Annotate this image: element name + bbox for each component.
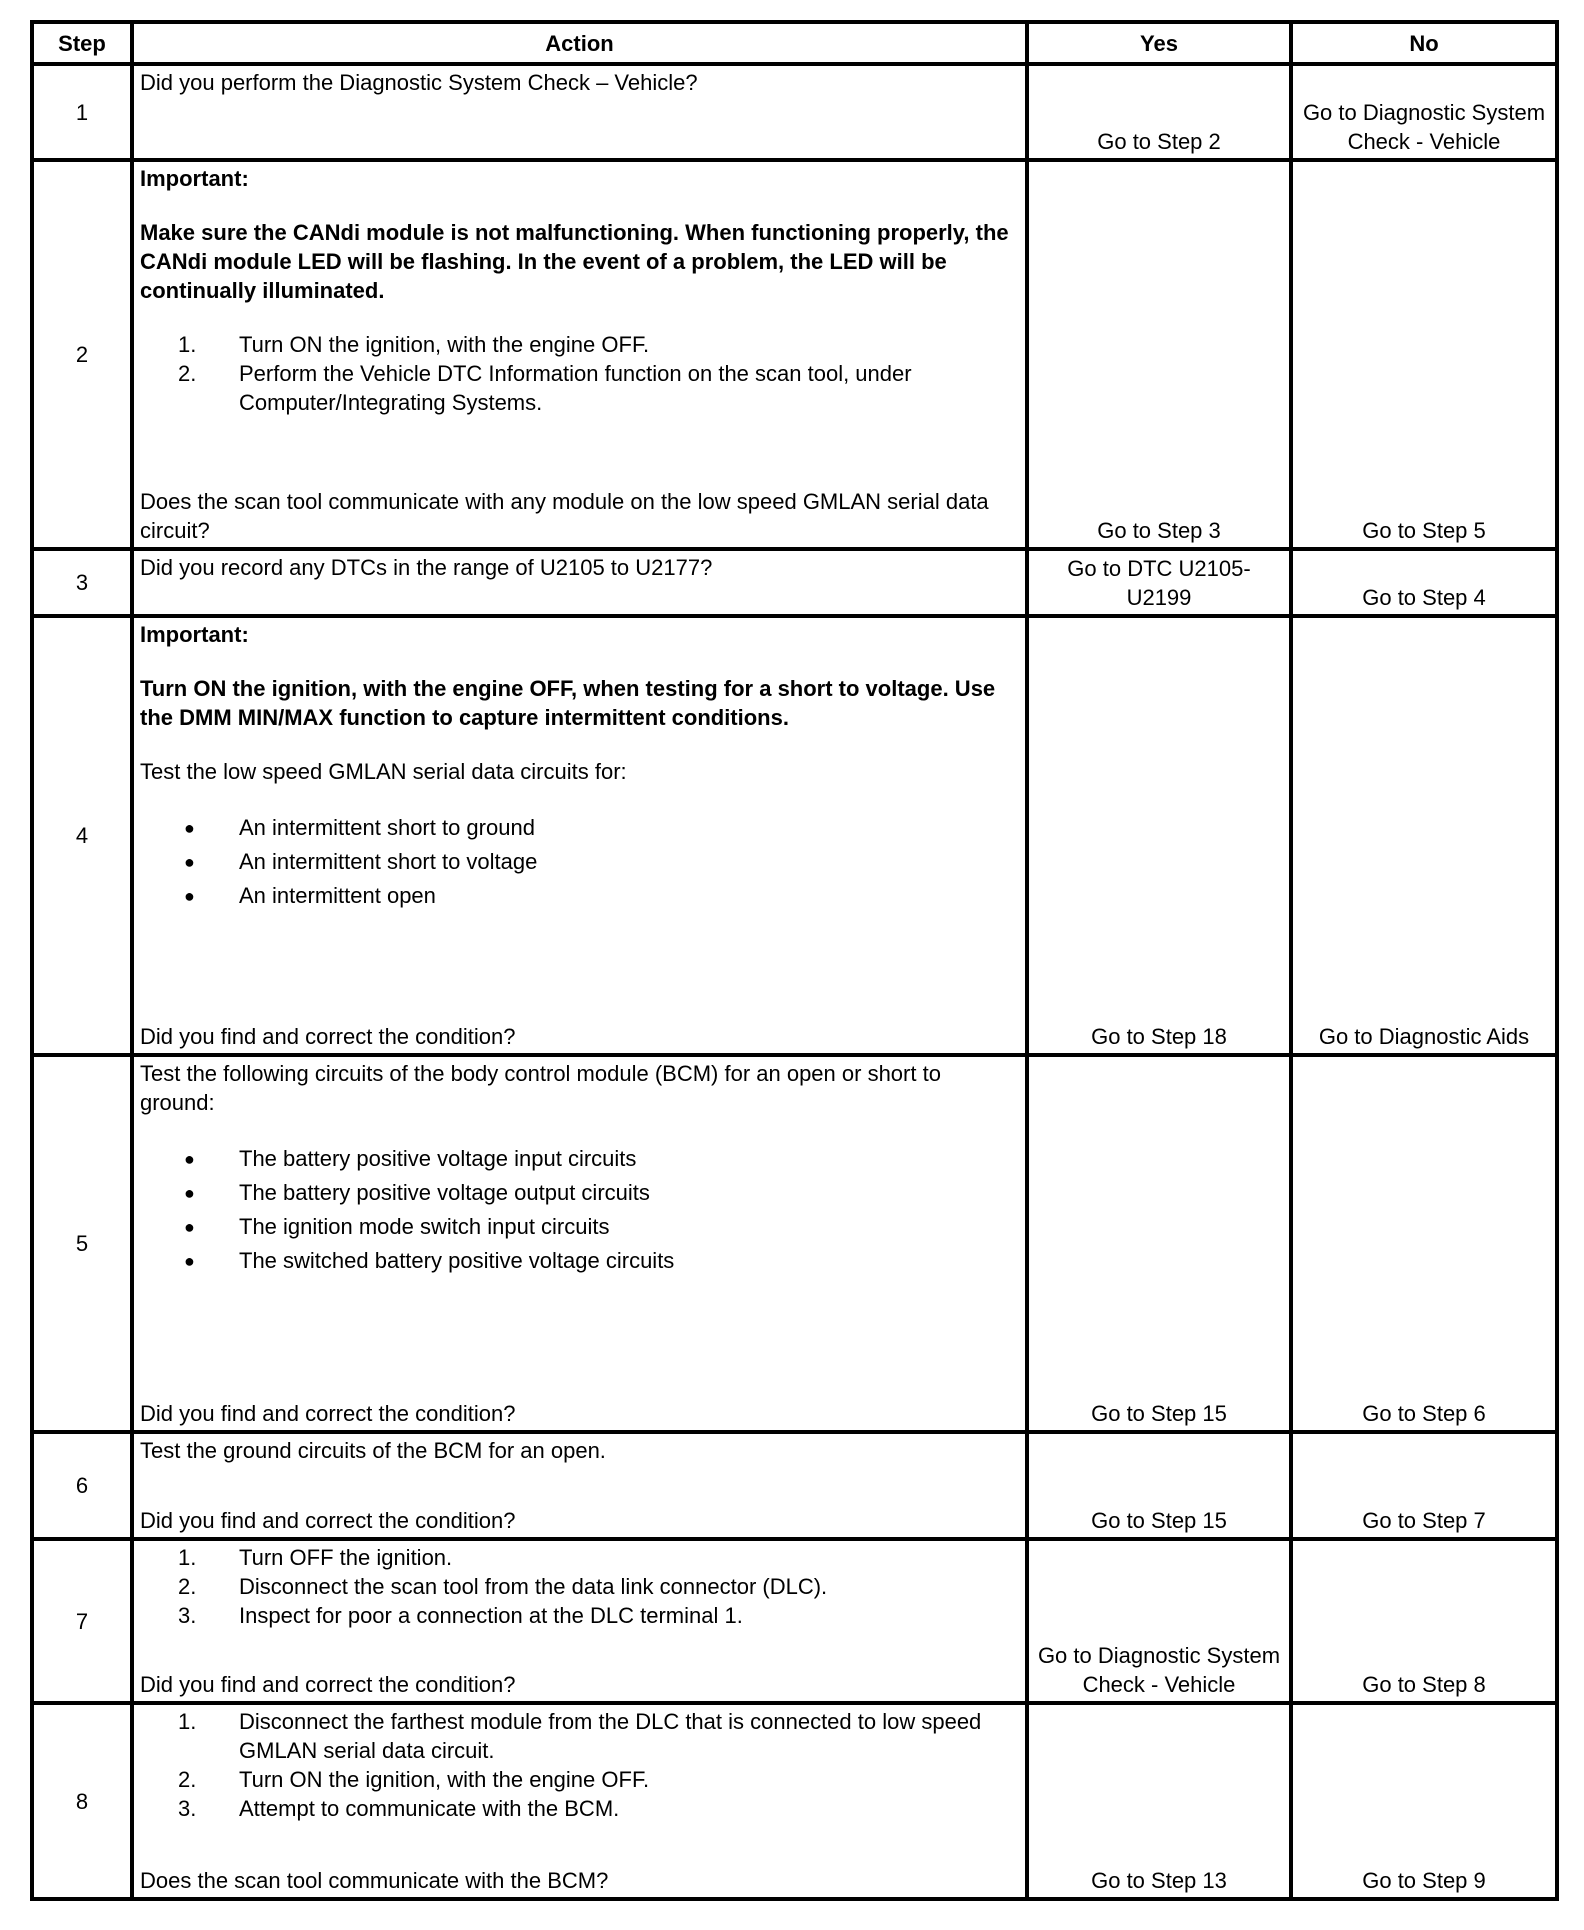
action-body <box>140 620 1019 913</box>
no-result: Go to Diagnostic Aids <box>1291 616 1557 1055</box>
bullet-icon: ● <box>184 1217 195 1237</box>
header-yes: Yes <box>1027 22 1291 64</box>
list-item <box>140 811 1019 845</box>
action-content <box>134 1705 1025 1897</box>
step-number: 7 <box>32 1539 132 1703</box>
action-body <box>140 164 1019 417</box>
important-text: Make sure the CANdi module is not malfunctioning. When functioning properly, the CANdi module LED will be flashing. In the event of a problem, the LED will be continually illuminated. <box>140 220 1009 303</box>
action-cell <box>132 1055 1027 1432</box>
list-item <box>140 1176 1019 1210</box>
list-number: 2. <box>178 1767 197 1792</box>
list-item <box>140 1572 1019 1601</box>
action-body <box>140 1059 1019 1278</box>
step-number: 4 <box>32 616 132 1055</box>
list-item <box>140 1765 1019 1794</box>
list-item-text: An intermittent short to ground <box>239 815 535 840</box>
bullet-icon: ● <box>184 1183 195 1203</box>
table-row <box>32 1703 1557 1899</box>
action-question: Did you find and correct the condition? <box>140 1401 516 1426</box>
table-row <box>32 1055 1557 1432</box>
action-body <box>140 68 1019 97</box>
list-item <box>140 330 1019 359</box>
diagnostic-table <box>30 20 1559 1901</box>
no-result: Go to Diagnostic System Check - Vehicle <box>1291 64 1557 160</box>
important-text: Important: <box>140 622 249 647</box>
action-question: Did you find and correct the condition? <box>140 1508 516 1533</box>
list-item-text: Turn ON the ignition, with the engine OFF. <box>239 332 650 357</box>
no-result: Go to Step 9 <box>1291 1703 1557 1899</box>
list-number: 3. <box>178 1603 197 1628</box>
list-item <box>140 1794 1019 1823</box>
bullet-icon: ● <box>184 852 195 872</box>
action-content <box>134 66 1025 158</box>
list-item-text: Attempt to communicate with the BCM. <box>239 1796 620 1821</box>
action-cell <box>132 1432 1027 1539</box>
action-question: Does the scan tool communicate with the BCM? <box>140 1868 609 1893</box>
action-cell <box>132 64 1027 160</box>
action-text: Did you record any DTCs in the range of U2105 to U2177? <box>140 555 713 580</box>
step-number: 6 <box>32 1432 132 1539</box>
action-question: Did you find and correct the condition? <box>140 1672 516 1697</box>
action-cell <box>132 549 1027 616</box>
bullet-icon: ● <box>184 886 195 906</box>
list-item-text: An intermittent short to voltage <box>239 849 538 874</box>
numbered-list <box>140 330 1019 417</box>
list-item-text: Inspect for poor a connection at the DLC terminal 1. <box>239 1603 743 1628</box>
list-item <box>140 1601 1019 1630</box>
action-cell <box>132 160 1027 549</box>
table-row <box>32 1539 1557 1703</box>
yes-result: Go to DTC U2105-U2199 <box>1027 549 1291 616</box>
no-result: Go to Step 4 <box>1291 549 1557 616</box>
header-row <box>32 22 1557 64</box>
bullet-icon: ● <box>184 1149 195 1169</box>
step-number: 5 <box>32 1055 132 1432</box>
list-item-text: The battery positive voltage output circuits <box>239 1180 650 1205</box>
list-item-text: Turn OFF the ignition. <box>239 1545 453 1570</box>
important-text: Important: <box>140 166 249 191</box>
list-number: 2. <box>178 1574 197 1599</box>
list-item <box>140 879 1019 913</box>
no-result: Go to Step 8 <box>1291 1539 1557 1703</box>
bullet-list <box>140 811 1019 913</box>
list-item-text: The ignition mode switch input circuits <box>239 1214 610 1239</box>
list-item-text: Perform the Vehicle DTC Information function on the scan tool, under Computer/Integrating Systems. <box>239 361 912 415</box>
list-number: 2. <box>178 361 197 386</box>
action-cell <box>132 1539 1027 1703</box>
action-content <box>134 1434 1025 1537</box>
no-result: Go to Step 5 <box>1291 160 1557 549</box>
list-number: 3. <box>178 1796 197 1821</box>
action-content <box>134 1057 1025 1430</box>
yes-result: Go to Step 2 <box>1027 64 1291 160</box>
action-cell <box>132 1703 1027 1899</box>
header-step: Step <box>32 22 132 64</box>
list-number: 1. <box>178 332 197 357</box>
header-action: Action <box>132 22 1027 64</box>
table-row <box>32 64 1557 160</box>
action-cell <box>132 616 1027 1055</box>
action-body <box>140 553 1019 582</box>
list-item-text: An intermittent open <box>239 883 436 908</box>
yes-result: Go to Step 18 <box>1027 616 1291 1055</box>
list-item <box>140 1543 1019 1572</box>
action-text: Test the ground circuits of the BCM for an open. <box>140 1438 606 1463</box>
yes-result: Go to Step 3 <box>1027 160 1291 549</box>
bullet-icon: ● <box>184 818 195 838</box>
list-item-text: The battery positive voltage input circuits <box>239 1146 637 1171</box>
list-item-text: Turn ON the ignition, with the engine OFF. <box>239 1767 650 1792</box>
action-content <box>134 1541 1025 1701</box>
bullet-icon: ● <box>184 1251 195 1271</box>
step-number: 2 <box>32 160 132 549</box>
table-row <box>32 549 1557 616</box>
action-content <box>134 551 1025 614</box>
list-item <box>140 1210 1019 1244</box>
list-item <box>140 359 1019 417</box>
table-row <box>32 1432 1557 1539</box>
action-question: Does the scan tool communicate with any module on the low speed GMLAN serial data circuit? <box>140 489 989 543</box>
list-item <box>140 1142 1019 1176</box>
important-text: Turn ON the ignition, with the engine OFF, when testing for a short to voltage. Use the DMM MIN/MAX function to capture intermittent conditions. <box>140 676 996 730</box>
table-row <box>32 160 1557 549</box>
action-content <box>134 618 1025 1053</box>
list-item-text: Disconnect the scan tool from the data link connector (DLC). <box>239 1574 828 1599</box>
action-text: Test the low speed GMLAN serial data circuits for: <box>140 759 627 784</box>
action-text: Test the following circuits of the body control module (BCM) for an open or short to ground: <box>140 1061 941 1115</box>
action-question: Did you find and correct the condition? <box>140 1024 516 1049</box>
yes-result: Go to Step 15 <box>1027 1055 1291 1432</box>
yes-result: Go to Step 15 <box>1027 1432 1291 1539</box>
step-number: 3 <box>32 549 132 616</box>
yes-result: Go to Diagnostic System Check - Vehicle <box>1027 1539 1291 1703</box>
list-item <box>140 1707 1019 1765</box>
action-body <box>140 1436 1019 1465</box>
no-result: Go to Step 6 <box>1291 1055 1557 1432</box>
list-number: 1. <box>178 1709 197 1734</box>
step-number: 1 <box>32 64 132 160</box>
list-item-text: Disconnect the farthest module from the DLC that is connected to low speed GMLAN serial data circuit. <box>239 1709 982 1763</box>
yes-result: Go to Step 13 <box>1027 1703 1291 1899</box>
step-number: 8 <box>32 1703 132 1899</box>
action-body <box>140 1543 1019 1630</box>
action-content <box>134 162 1025 547</box>
numbered-list <box>140 1707 1019 1823</box>
header-no: No <box>1291 22 1557 64</box>
list-number: 1. <box>178 1545 197 1570</box>
no-result: Go to Step 7 <box>1291 1432 1557 1539</box>
list-item <box>140 845 1019 879</box>
bullet-list <box>140 1142 1019 1278</box>
action-text: Did you perform the Diagnostic System Check – Vehicle? <box>140 70 698 95</box>
action-body <box>140 1707 1019 1823</box>
table-row <box>32 616 1557 1055</box>
list-item-text: The switched battery positive voltage circuits <box>239 1248 675 1273</box>
list-item <box>140 1244 1019 1278</box>
numbered-list <box>140 1543 1019 1630</box>
